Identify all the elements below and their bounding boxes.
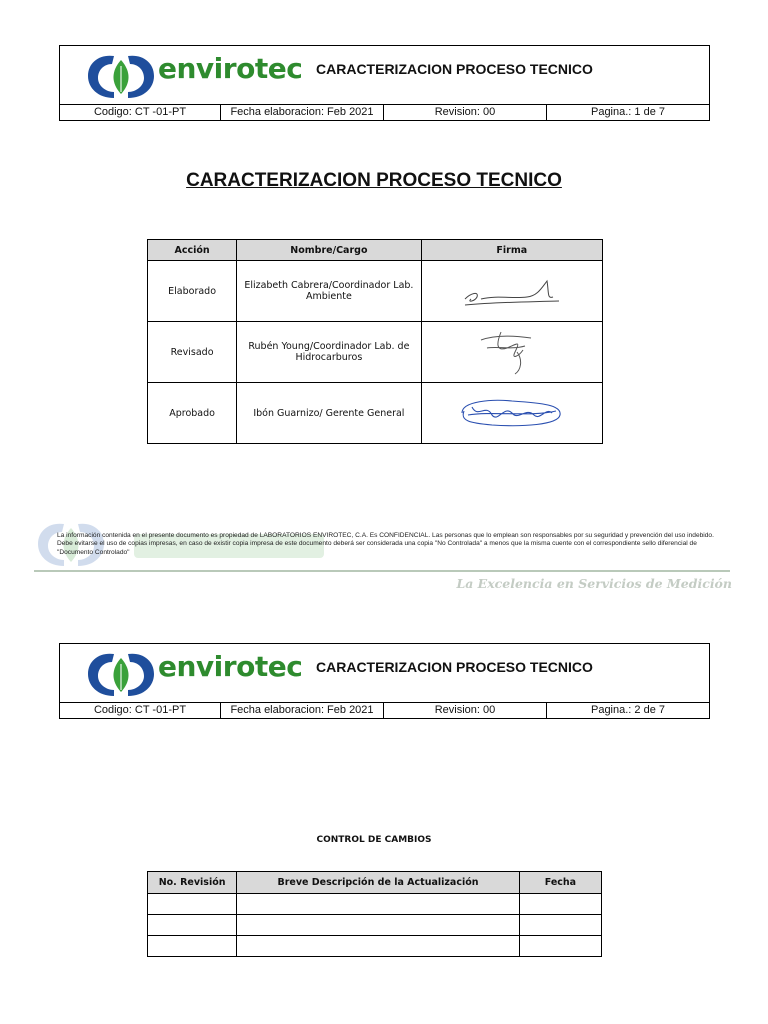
doc-code: Codigo: CT -01-PT — [60, 105, 221, 120]
name-cell: Ibón Guarnizo/ Gerente General — [237, 383, 421, 444]
table-row — [148, 383, 603, 444]
name-cell: Rubén Young/Coordinador Lab. de Hidrocarburos — [237, 322, 421, 383]
doc-date: Fecha elaboracion: Feb 2021 — [221, 105, 384, 120]
column-header: Breve Descripción de la Actualización — [237, 872, 520, 894]
signature-cell — [421, 383, 602, 444]
date-cell — [519, 894, 601, 915]
brand-name: envirotec — [158, 650, 303, 683]
action-cell: Aprobado — [148, 383, 237, 444]
table-row — [148, 322, 603, 383]
doc-page-number: Pagina.: 1 de 7 — [590, 106, 665, 118]
doc-page-number: Pagina.: 2 de 7 — [590, 704, 665, 716]
name-cell: Elizabeth Cabrera/Coordinador Lab. Ambiente — [237, 261, 421, 322]
header-title: CARACTERIZACION PROCESO TECNICO — [316, 659, 593, 675]
document-title: CARACTERIZACION PROCESO TECNICO — [186, 170, 562, 191]
table-row — [148, 936, 602, 957]
approval-table — [147, 239, 603, 444]
date-cell — [519, 915, 601, 936]
signature-cell — [421, 261, 602, 322]
date-cell — [519, 936, 601, 957]
doc-date: Fecha elaboracion: Feb 2021 — [221, 703, 384, 718]
description-cell — [237, 894, 520, 915]
footer-divider — [34, 570, 730, 572]
handwritten-signature-icon — [467, 326, 557, 378]
confidentiality-notice: La información contenida en el presente documento es propiedad de LABORATORIOS ENVIROTEC, C.A. Es CONFIDENCIAL. Las personas que lo emplean son responsables por su seguridad y prevención del uso indebido. Debe evitarse el uso de copias impresas, en caso de existir copia impresa de este documento deberá ser considerada una copia "No Controlada" a menos que la misma cuente con el correspondiente sello diferencial de "Documento Controlado" — [57, 532, 714, 556]
header-banner — [60, 46, 709, 105]
column-header: Acción — [148, 240, 237, 261]
revision-cell — [148, 936, 237, 957]
table-row — [148, 261, 603, 322]
doc-revision: Revision: 00 — [384, 703, 547, 718]
handwritten-signature-icon — [452, 393, 572, 433]
column-header: No. Revisión — [148, 872, 237, 894]
page2-header — [59, 643, 710, 719]
action-cell: Revisado — [148, 322, 237, 383]
action-cell: Elaborado — [148, 261, 237, 322]
signature-cell — [421, 322, 602, 383]
column-header: Nombre/Cargo — [237, 240, 421, 261]
change-control-table — [147, 871, 602, 957]
header-info-row — [60, 105, 709, 120]
brand-name: envirotec — [158, 52, 303, 85]
column-header: Fecha — [519, 872, 601, 894]
revision-cell — [148, 915, 237, 936]
table-row — [148, 915, 602, 936]
section-title: CONTROL DE CAMBIOS — [316, 835, 432, 845]
header-info-row — [60, 703, 709, 718]
table-row — [148, 894, 602, 915]
doc-code: Codigo: CT -01-PT — [60, 703, 221, 718]
column-header: Firma — [421, 240, 602, 261]
description-cell — [237, 936, 520, 957]
description-cell — [237, 915, 520, 936]
header-title: CARACTERIZACION PROCESO TECNICO — [316, 61, 593, 77]
handwritten-signature-icon — [457, 269, 567, 313]
revision-cell — [148, 894, 237, 915]
company-slogan: La Excelencia en Servicios de Medición — [456, 576, 732, 591]
header-banner — [60, 644, 709, 703]
page1-header — [59, 45, 710, 121]
doc-revision: Revision: 00 — [384, 105, 547, 120]
